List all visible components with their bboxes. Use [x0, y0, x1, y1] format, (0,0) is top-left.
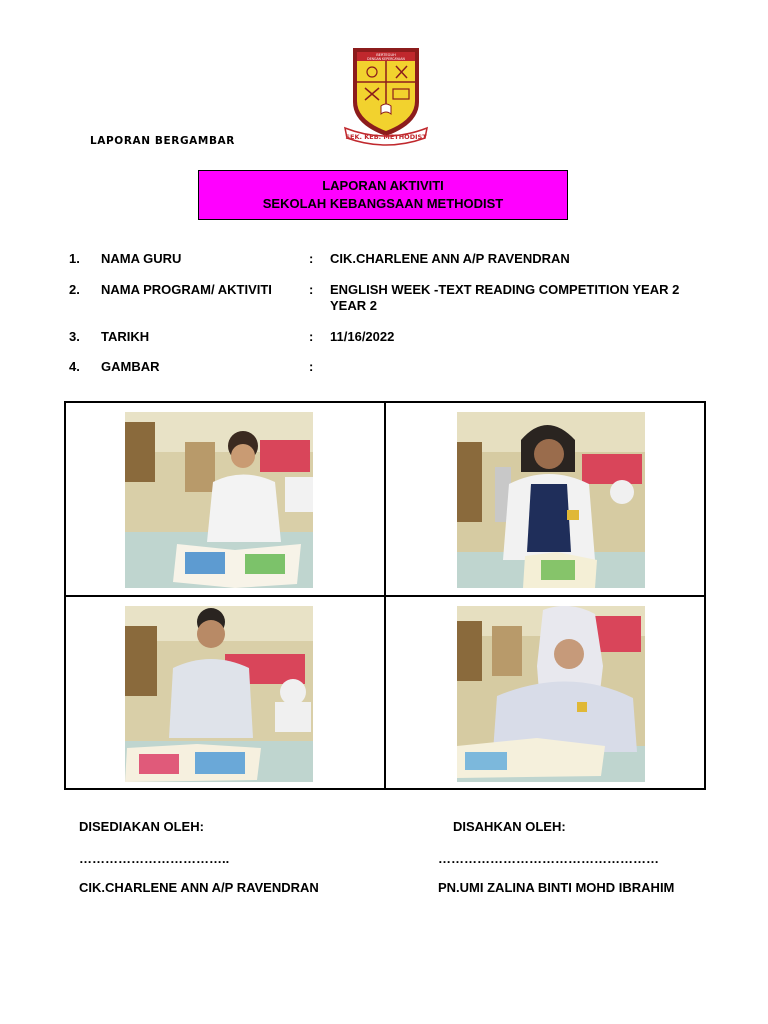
- field-value: 11/16/2022: [330, 329, 395, 344]
- field-value: ENGLISH WEEK -TEXT READING COMPETITION YEAR 2 YEAR 2: [330, 282, 680, 313]
- photo-icon: [125, 606, 313, 782]
- field-label: NAMA PROGRAM/ AKTIVITI: [101, 282, 272, 297]
- field-colon: :: [309, 329, 314, 344]
- photo-cell: [65, 596, 385, 790]
- prepared-by-name: CIK.CHARLENE ANN A/P RAVENDRAN: [79, 880, 319, 895]
- photo-cell: [385, 402, 705, 596]
- svg-text:DENGAN KEPERCAYAAN: DENGAN KEPERCAYAAN: [367, 57, 405, 61]
- school-crest-logo: [341, 44, 431, 148]
- field-label: TARIKH: [101, 329, 150, 344]
- photo-icon: [457, 606, 645, 782]
- photo-icon: [125, 412, 313, 588]
- field-number: 1.: [69, 251, 80, 266]
- photo-cell: [65, 402, 385, 596]
- report-title-line2: SEKOLAH KEBANGSAAN METHODIST: [262, 196, 504, 211]
- photo-grid: [64, 401, 706, 790]
- photo-icon: [457, 412, 645, 588]
- approved-by-label: DISAHKAN OLEH:: [453, 819, 566, 834]
- field-value: CIK.CHARLENE ANN A/P RAVENDRAN: [330, 251, 570, 266]
- report-type-label: LAPORAN BERGAMBAR: [90, 135, 235, 147]
- field-colon: :: [309, 359, 314, 374]
- svg-text:BERTEGUH: BERTEGUH: [376, 53, 396, 57]
- approved-by-name: PN.UMI ZALINA BINTI MOHD IBRAHIM: [438, 880, 675, 895]
- prepared-signature-line: ……………………………..: [79, 851, 230, 866]
- approved-signature-line: ……………………………………………: [438, 851, 659, 866]
- field-colon: :: [309, 282, 314, 297]
- field-label: NAMA GURU: [101, 251, 182, 266]
- field-label: GAMBAR: [101, 359, 160, 374]
- photo-cell: [385, 596, 705, 790]
- field-number: 4.: [69, 359, 80, 374]
- report-title-box: [198, 170, 568, 220]
- report-title-line1: LAPORAN AKTIVITI: [322, 178, 444, 193]
- field-colon: :: [309, 251, 314, 266]
- prepared-by-label: DISEDIAKAN OLEH:: [79, 819, 204, 834]
- field-number: 2.: [69, 282, 80, 297]
- field-number: 3.: [69, 329, 80, 344]
- svg-text:SEK. KEB. METHODIST: SEK. KEB. METHODIST: [345, 133, 427, 141]
